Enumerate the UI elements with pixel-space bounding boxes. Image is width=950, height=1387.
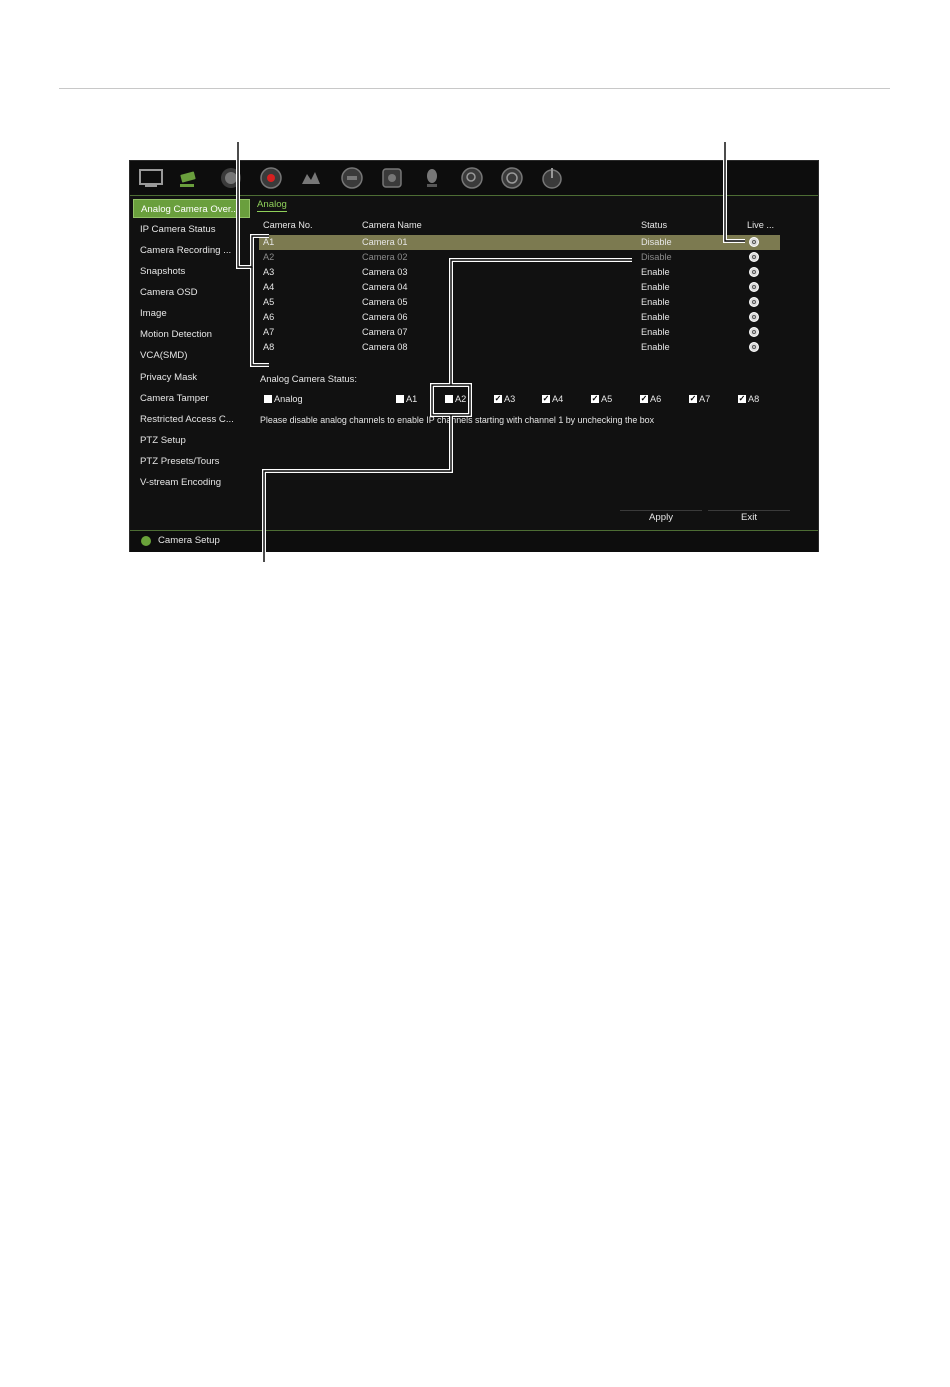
page-header-rule [59, 88, 890, 89]
camera-name-cell: Camera 06 [362, 312, 408, 322]
table-row[interactable] [259, 295, 780, 310]
status-cell: Enable [641, 342, 670, 352]
live-view-button[interactable] [749, 237, 759, 247]
device-icon[interactable] [339, 165, 365, 191]
search-icon[interactable] [459, 165, 485, 191]
camera-name-cell: Camera 01 [362, 237, 408, 247]
live-view-button[interactable] [749, 267, 759, 277]
checkbox-box[interactable]: ✓ [591, 394, 599, 403]
status-cell: Enable [641, 327, 670, 337]
menu-item-v-stream-encoding[interactable]: V-stream Encoding [140, 477, 222, 488]
menu-item-snapshots[interactable]: Snapshots [140, 266, 186, 277]
channel-checkbox-a1[interactable]: A1 [396, 394, 417, 404]
table-row[interactable] [259, 325, 780, 340]
table-row[interactable] [259, 340, 780, 355]
channel-note: Please disable analog channels to enable IP channels starting with channel 1 by unchecking the box [260, 415, 655, 425]
monitor-icon[interactable] [138, 165, 164, 191]
camera-name-cell: Camera 07 [362, 327, 408, 337]
checkbox-box[interactable] [445, 395, 453, 403]
camera-name-cell: Camera 03 [362, 267, 408, 277]
menu-item-analog-camera-overview[interactable]: Analog Camera Over... [133, 199, 250, 218]
table-row[interactable] [259, 250, 780, 265]
checkbox-box[interactable]: ✓ [542, 394, 550, 403]
camera-name-cell: Camera 05 [362, 297, 408, 307]
menu-item-vca-smd[interactable]: VCA(SMD) [140, 350, 188, 361]
camera-no-cell: A1 [263, 237, 275, 247]
menu-item-ptz-presets-tours[interactable]: PTZ Presets/Tours [140, 456, 220, 467]
analog-checkbox[interactable]: Analog [264, 394, 303, 404]
camera-setup-icon [141, 536, 151, 546]
column-header-live: Live ... [747, 220, 775, 230]
status-cell: Enable [641, 267, 670, 277]
camera-icon[interactable] [177, 165, 203, 191]
alarm-icon[interactable] [298, 165, 324, 191]
channel-checkbox-a4[interactable]: ✓ A4 [542, 394, 564, 404]
nvr-setup-window [129, 160, 819, 552]
record-icon[interactable] [258, 165, 284, 191]
checkbox-box[interactable]: ✓ [738, 394, 746, 403]
main-toolbar [130, 161, 818, 196]
system-icon[interactable] [379, 165, 405, 191]
column-header-camera-name: Camera Name [362, 220, 422, 230]
channel-checkbox-a2[interactable]: A2 [445, 394, 466, 404]
live-view-button[interactable] [749, 297, 759, 307]
checkbox-box[interactable]: ✓ [494, 394, 502, 403]
table-row[interactable] [259, 280, 780, 295]
camera-name-cell: Camera 02 [362, 252, 408, 262]
tab-analog[interactable]: Analog [257, 199, 287, 210]
setup-menu [130, 197, 252, 527]
status-cell: Enable [641, 297, 670, 307]
power-icon[interactable] [539, 165, 565, 191]
menu-item-camera-osd[interactable]: Camera OSD [140, 287, 198, 298]
exit-button[interactable]: Exit [708, 510, 790, 525]
table-row[interactable] [259, 265, 780, 280]
status-cell: Enable [641, 312, 670, 322]
status-cell: Disable [641, 252, 672, 262]
camera-no-cell: A5 [263, 297, 275, 307]
menu-item-ip-camera-status[interactable]: IP Camera Status [140, 224, 216, 235]
channel-checkbox-a5[interactable]: ✓ A5 [591, 394, 613, 404]
camera-no-cell: A6 [263, 312, 275, 322]
column-header-camera-no: Camera No. [263, 220, 313, 230]
channel-checkbox-a7[interactable]: ✓ A7 [689, 394, 711, 404]
channel-checkbox-a6[interactable]: ✓ A6 [640, 394, 662, 404]
menu-item-motion-detection[interactable]: Motion Detection [140, 329, 212, 340]
live-view-button[interactable] [749, 342, 759, 352]
checkbox-box[interactable]: ✓ [640, 394, 648, 403]
storage-icon[interactable] [499, 165, 525, 191]
status-cell: Disable [641, 237, 672, 247]
camera-no-cell: A8 [263, 342, 275, 352]
user-icon[interactable] [419, 165, 445, 191]
status-bar-label: Camera Setup [158, 535, 220, 546]
live-view-button[interactable] [749, 327, 759, 337]
camera-name-cell: Camera 08 [362, 342, 408, 352]
menu-item-privacy-mask[interactable]: Privacy Mask [140, 372, 198, 383]
apply-button[interactable]: Apply [620, 510, 702, 525]
menu-item-image[interactable]: Image [140, 308, 167, 319]
menu-item-restricted-access[interactable]: Restricted Access C... [140, 414, 234, 425]
checkbox-box[interactable] [264, 395, 272, 403]
status-bar [130, 530, 818, 552]
camera-no-cell: A3 [263, 267, 275, 277]
camera-no-cell: A4 [263, 282, 275, 292]
table-row[interactable] [259, 235, 780, 250]
menu-item-ptz-setup[interactable]: PTZ Setup [140, 435, 186, 446]
analog-camera-status-label: Analog Camera Status: [260, 373, 357, 384]
checkbox-box[interactable] [396, 395, 404, 403]
camera-name-cell: Camera 04 [362, 282, 408, 292]
checkbox-box[interactable]: ✓ [689, 394, 697, 403]
channel-checkbox-a8[interactable]: ✓ A8 [738, 394, 760, 404]
camera-no-cell: A2 [263, 252, 275, 262]
live-view-button[interactable] [749, 312, 759, 322]
channel-checkbox-a3[interactable]: ✓ A3 [494, 394, 516, 404]
network-icon[interactable] [218, 165, 244, 191]
menu-item-camera-tamper[interactable]: Camera Tamper [140, 393, 209, 404]
camera-no-cell: A7 [263, 327, 275, 337]
column-header-status: Status [641, 220, 668, 230]
live-view-button[interactable] [749, 282, 759, 292]
status-cell: Enable [641, 282, 670, 292]
live-view-button[interactable] [749, 252, 759, 262]
table-row[interactable] [259, 310, 780, 325]
menu-item-camera-recording[interactable]: Camera Recording ... [140, 245, 232, 256]
